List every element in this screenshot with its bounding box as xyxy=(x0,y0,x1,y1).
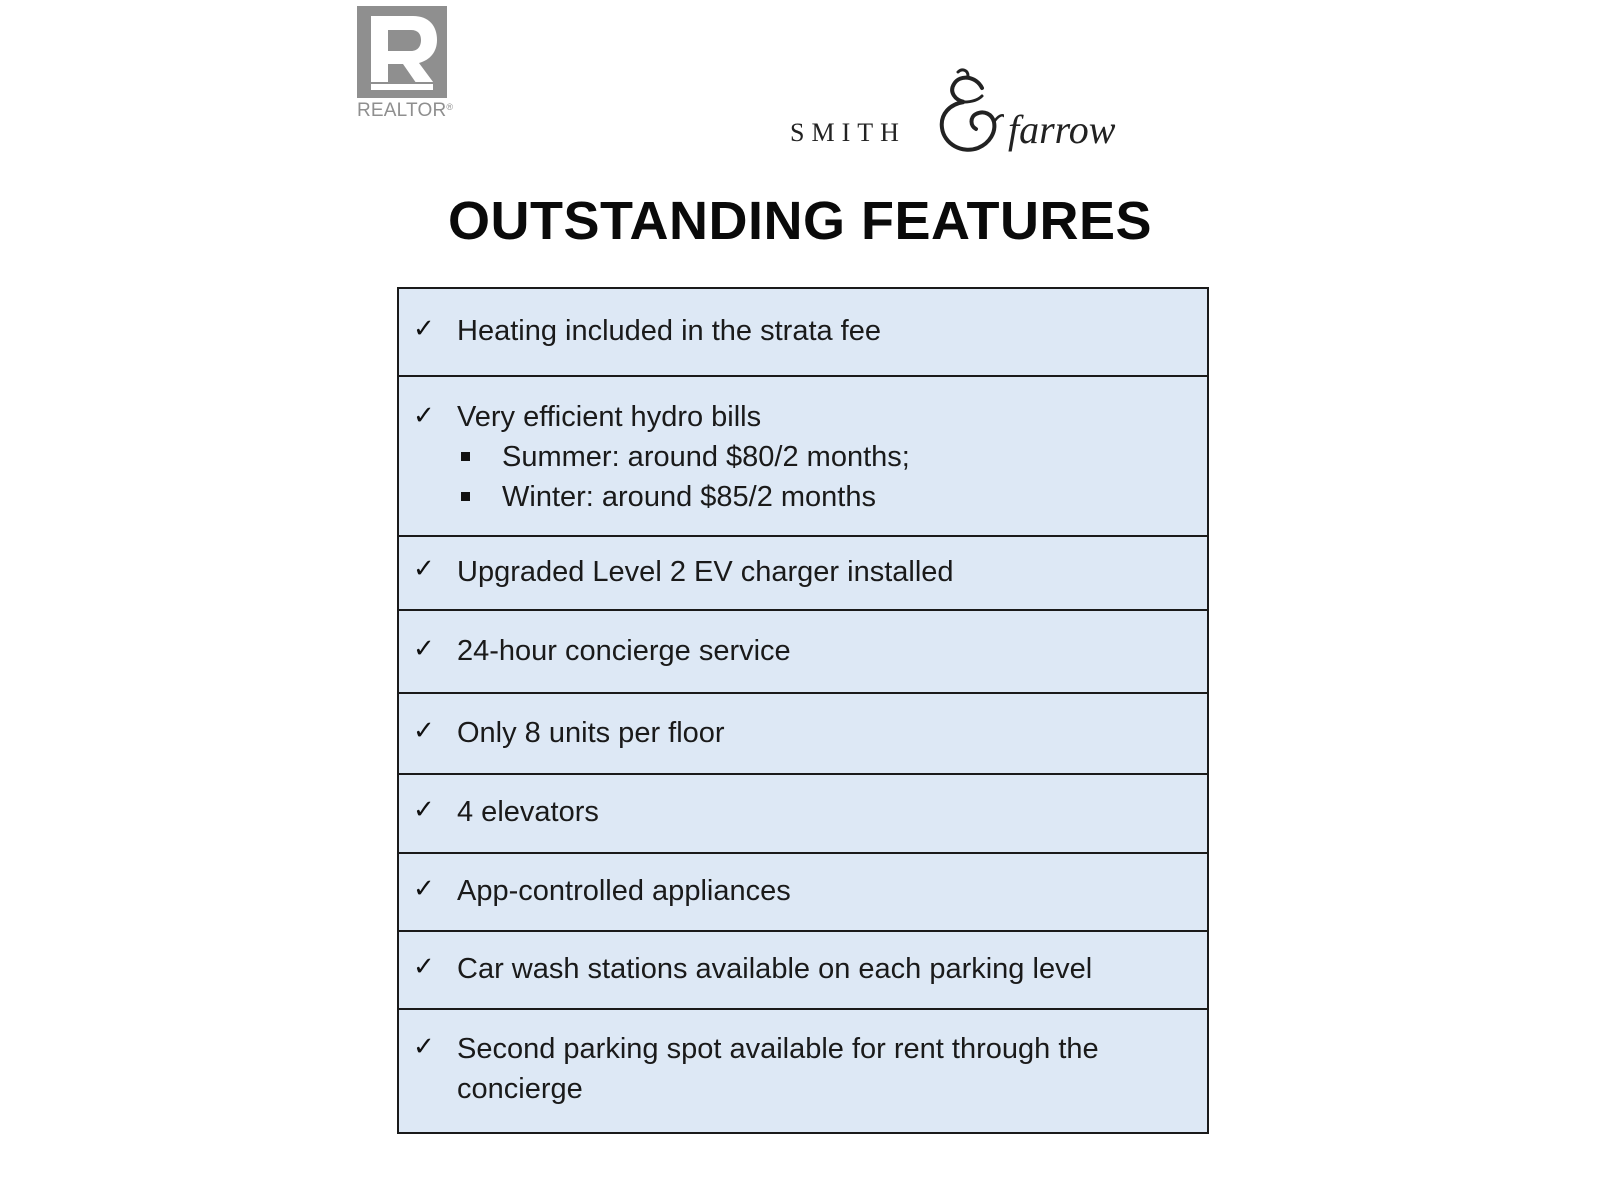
feature-text: Heating included in the strata fee xyxy=(457,315,881,347)
feature-row xyxy=(399,773,1207,852)
feature-row xyxy=(399,852,1207,930)
features-table xyxy=(397,287,1209,1134)
page-title: OUTSTANDING FEATURES xyxy=(448,191,1152,251)
brand-logo xyxy=(790,66,1150,166)
ampersand-icon xyxy=(924,66,1004,166)
checkmark-icon: ✓ xyxy=(413,874,435,904)
checkmark-icon: ✓ xyxy=(413,634,435,664)
sub-item-text: Summer: around $80/2 months; xyxy=(502,441,910,473)
square-bullet-icon xyxy=(461,492,470,501)
feature-text: Only 8 units per floor xyxy=(457,717,725,749)
checkmark-icon: ✓ xyxy=(413,795,435,825)
feature-text: Upgraded Level 2 EV charger installed xyxy=(457,556,954,588)
realtor-r-icon xyxy=(357,6,447,98)
feature-text: 4 elevators xyxy=(457,796,599,828)
checkmark-icon: ✓ xyxy=(413,314,435,344)
feature-row xyxy=(399,535,1207,609)
sub-item-text: Winter: around $85/2 months xyxy=(502,481,876,513)
realtor-text: REALTOR xyxy=(357,100,447,121)
feature-text: Car wash stations available on each parking level xyxy=(457,953,1093,985)
feature-row xyxy=(399,930,1207,1008)
feature-text: Very efficient hydro bills xyxy=(457,401,762,433)
sub-list-item xyxy=(457,477,1187,517)
brand-farrow-text: farrow xyxy=(1008,107,1116,152)
square-bullet-icon xyxy=(461,452,470,461)
brand-smith-text: SMITH xyxy=(790,118,906,147)
checkmark-icon: ✓ xyxy=(413,401,435,431)
registered-mark: ® xyxy=(446,102,454,112)
realtor-logo xyxy=(357,6,457,124)
feature-row xyxy=(399,289,1207,375)
feature-text: App-controlled appliances xyxy=(457,875,791,907)
feature-row xyxy=(399,1008,1207,1132)
realtor-wordmark xyxy=(357,100,453,122)
checkmark-icon: ✓ xyxy=(413,1032,435,1062)
checkmark-icon: ✓ xyxy=(413,716,435,746)
sub-list xyxy=(457,437,1187,517)
feature-text: Second parking spot available for rent through the concierge xyxy=(457,1033,1099,1105)
feature-row xyxy=(399,375,1207,535)
checkmark-icon: ✓ xyxy=(413,952,435,982)
sub-list-item xyxy=(457,437,1187,477)
feature-row xyxy=(399,692,1207,773)
feature-content xyxy=(457,397,1187,517)
checkmark-icon: ✓ xyxy=(413,554,435,584)
feature-text: 24-hour concierge service xyxy=(457,635,791,667)
feature-row xyxy=(399,609,1207,692)
